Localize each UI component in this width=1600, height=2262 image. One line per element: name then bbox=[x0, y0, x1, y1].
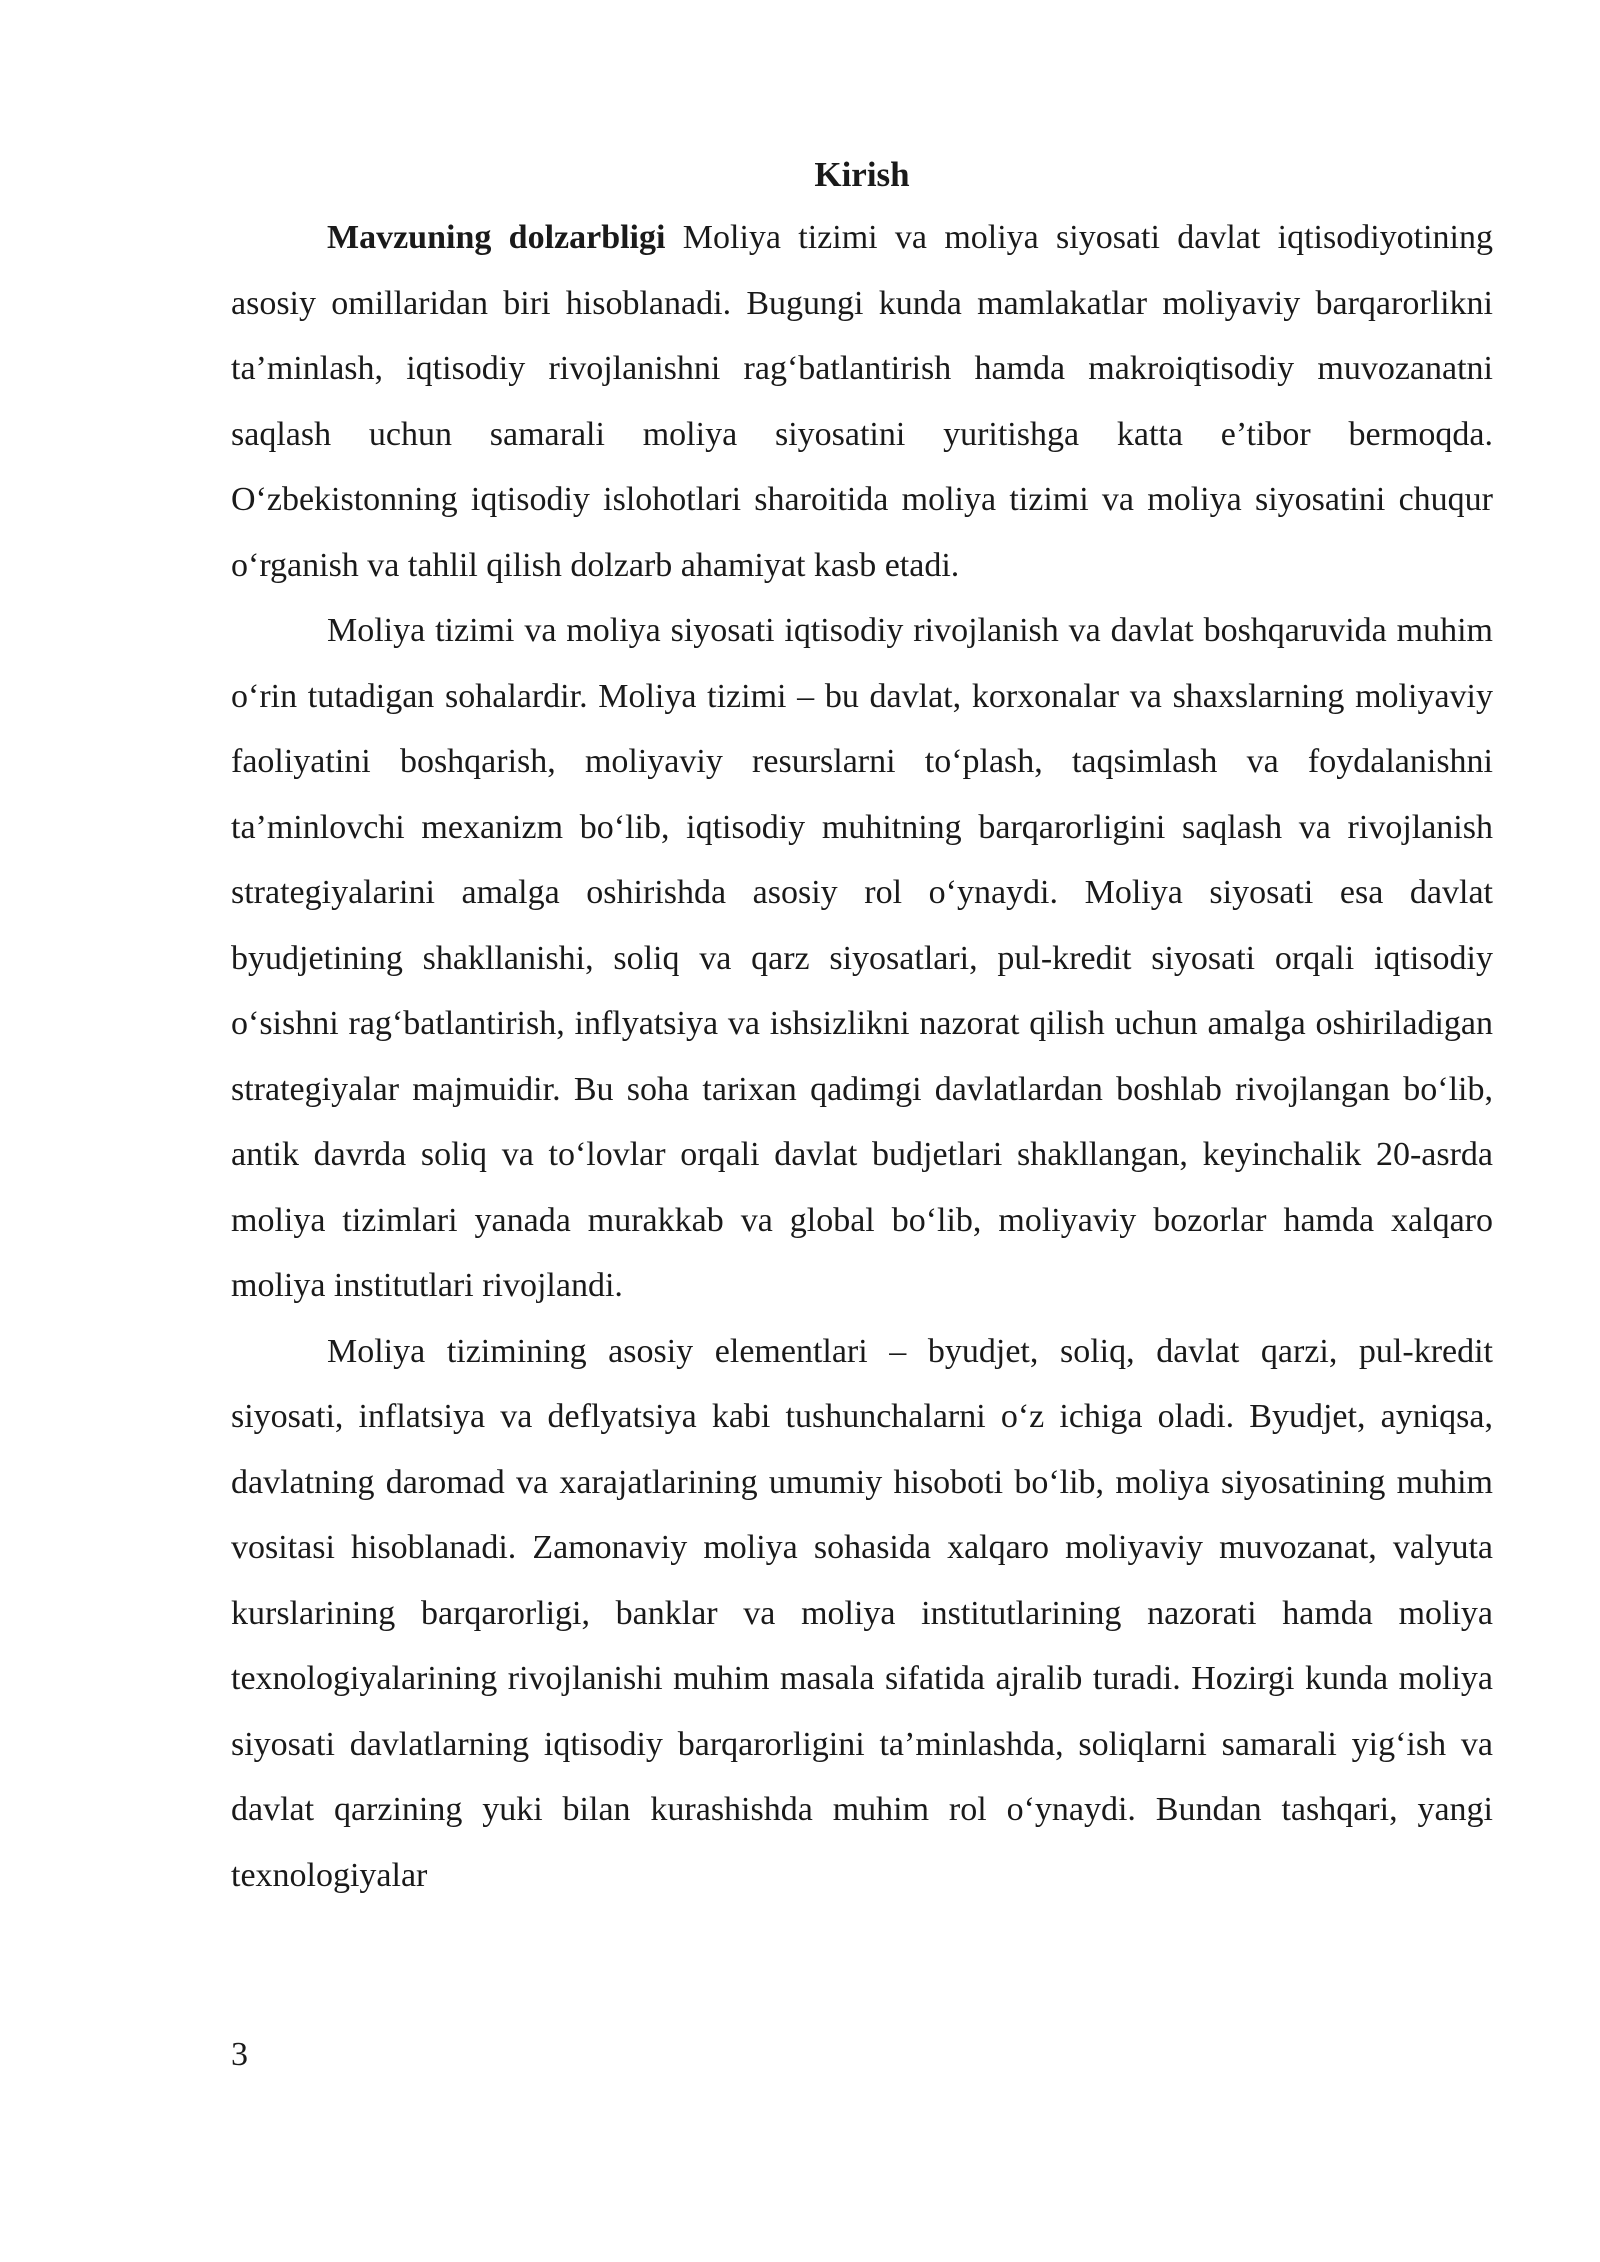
paragraph-text: Moliya tizimi va moliya siyosati davlat iqtisodiyotining asosiy omillaridan biri hisoblanadi. Bugungi kunda mamlakatlar moliyaviy barqarorlikni ta’minlash, iqtisodiy rivojlanishni rag‘batlantirish hamda makroiqtisodiy muvozanatni saqlash uchun samarali moliya siyosatini yuritishga katta e’tibor bermoqda. O‘zbekistonning iqtisodiy islohotlari sharoitida moliya tizimi va moliya siyosatini chuqur o‘rganish va tahlil qilish dolzarb ahamiyat kasb etadi. bbox=[231, 219, 1493, 584]
paragraph-financial-system: Moliya tizimi va moliya siyosati iqtisodiy rivojlanish va davlat boshqaruvida muhim o‘rin tutadigan sohalardir. Moliya tizimi – bu davlat, korxonalar va shaxslarning moliyaviy faoliyatini boshqarish, moliyaviy resurslarni to‘plash, taqsimlash va foydalanishni ta’minlovchi mexanizm bo‘lib, iqtisodiy muhitning barqarorligini saqlash va rivojlanish strategiyalarini amalga oshirishda asosiy rol o‘ynaydi. Moliya siyosati esa davlat byudjetining shakllanishi, soliq va qarz siyosatlari, pul-kredit siyosati orqali iqtisodiy o‘sishni rag‘batlantirish, inflyatsiya va ishsizlikni nazorat qilish uchun amalga oshiriladigan strategiyalar majmuidir. Bu soha tarixan qadimgi davlatlardan boshlab rivojlangan bo‘lib, antik davrda soliq va to‘lovlar orqali davlat budjetlari shakllangan, keyinchalik 20-asrda moliya tizimlari yanada murakkab va global bo‘lib, moliyaviy bozorlar hamda xalqaro moliya institutlari rivojlandi. bbox=[231, 612, 1493, 1304]
page-number: 3 bbox=[231, 2036, 248, 2073]
paragraph-relevance bbox=[231, 205, 1493, 598]
document-title: Kirish bbox=[814, 155, 910, 194]
paragraph-system-elements: Moliya tizimining asosiy elementlari – byudjet, soliq, davlat qarzi, pul-kredit siyosati, inflatsiya va deflyatsiya kabi tushunchalarni o‘z ichiga oladi. Byudjet, ayniqsa, davlatning daromad va xarajatlarining umumiy hisoboti bo‘lib, moliya siyosatining muhim vositasi hisoblanadi. Zamonaviy moliya sohasida xalqaro moliyaviy muvozanat, valyuta kurslarining barqarorligi, banklar va moliya institutlarining nazorati hamda moliya texnologiyalarining rivojlanishi muhim masala sifatida ajralib turadi. Hozirgi kunda moliya siyosati davlatlarning iqtisodiy barqarorligini ta’minlashda, soliqlarni samarali yig‘ish va davlat qarzining yuki bilan kurashishda muhim rol o‘ynaydi. Bundan tashqari, yangi texnologiyalar bbox=[231, 1332, 1493, 1894]
paragraph-lead-heading: Mavzuning dolzarbligi bbox=[327, 219, 666, 256]
document-body bbox=[231, 150, 1493, 1908]
